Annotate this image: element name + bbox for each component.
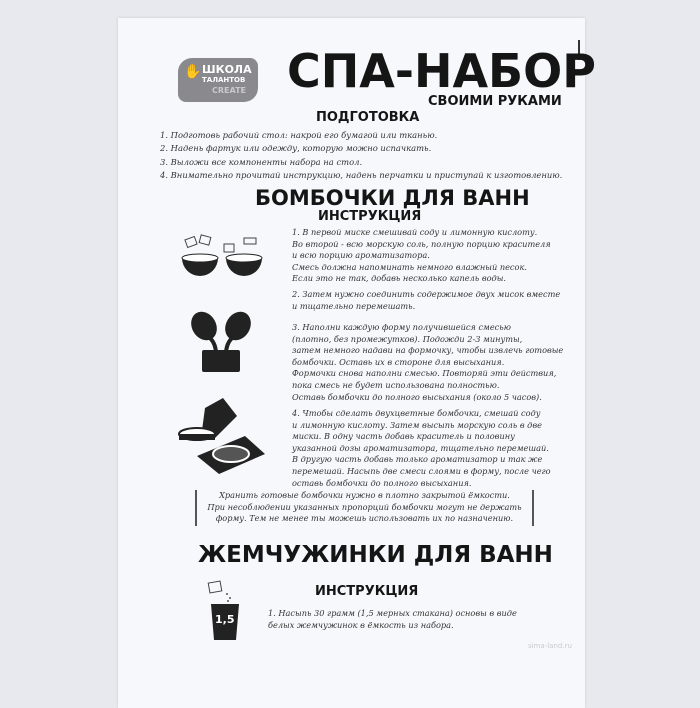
step-line: Во второй - всю морскую соль, полную порцию красителя (292, 238, 551, 249)
step-line: оставь бомбочки до полного высыхания. (292, 477, 472, 488)
bombs-instruction-heading: ИНСТРУКЦИЯ (318, 209, 422, 224)
logo-text: ШКОЛА (202, 63, 252, 76)
preparation-list (160, 129, 562, 183)
bombs-step-1 (292, 227, 551, 285)
step-line: затем немного надави на формочку, чтобы извлечь готовые (292, 345, 564, 356)
note-line: При несоблюдении указанных пропорций бомбочки могут не держать (207, 501, 522, 512)
mold-illustration (175, 398, 267, 476)
step-line: (плотно, без промежутков). Подожди 2-3 минуты, (292, 333, 523, 344)
step-line: указанной дозы ароматизатора, тщательно перемешай. (292, 442, 549, 453)
step-line: и лимонную кислоту. Затем высыпь морскую соль в две (292, 419, 542, 430)
list-item: 2. Надень фартук или одежду, которую можно испачкать. (160, 143, 432, 154)
pearls-step-1 (268, 608, 517, 631)
list-item: 4. Внимательно прочитай инструкцию, надень перчатки и приступай к изготовлению. (160, 170, 563, 181)
measuring-cup-illustration (205, 580, 245, 642)
pearls-instruction-heading: ИНСТРУКЦИЯ (315, 584, 419, 599)
list-item: 3. Выложи все компоненты набора на стол. (160, 156, 363, 167)
step-line: 1. Насыпь 30 грамм (1,5 мерных стакана) основы в виде (268, 608, 517, 618)
logo-text: CREATE (212, 86, 246, 95)
logo (178, 58, 258, 102)
step-line: и всю порцию ароматизатора. (292, 250, 430, 261)
page-subtitle: СВОИМИ РУКАМИ (428, 94, 562, 109)
bombs-heading: БОМБОЧКИ ДЛЯ ВАНН (255, 186, 530, 210)
bowls-illustration (178, 234, 268, 284)
bombs-step-2 (292, 289, 560, 312)
step-line: 3. Наполни каждую форму получившейся смесью (292, 322, 511, 332)
step-line: бомбочки. Оставь их в стороне для высыхания. (292, 356, 505, 367)
note-line: форму. Тем не менее ты можешь использовать их по назначению. (215, 513, 514, 523)
step-line: 4. Чтобы сделать двухцветные бомбочки, смешай соду (292, 408, 541, 418)
preparation-heading: ПОДГОТОВКА (316, 110, 420, 125)
step-line: 2. Затем нужно соединить содержимое двух мисок вместе (292, 289, 561, 299)
bombs-step-4 (292, 408, 551, 489)
step-line: белых жемчужинок в ёмкость из набора. (268, 619, 454, 630)
step-line: Смесь должна напоминать немного влажный песок. (292, 261, 527, 272)
storage-note (195, 490, 534, 526)
hand-icon: ✋ (184, 64, 202, 80)
logo-text: ТАЛАНТОВ (202, 76, 246, 84)
step-line: В другую часть добавь только ароматизатор и так же (292, 454, 543, 465)
step-line: Оставь бомбочки до полного высыхания (около 5 часов). (292, 391, 542, 402)
cup-label: 1,5 (215, 613, 235, 626)
step-line: 1. В первой миске смешивай соду и лимонную кислоту. (292, 227, 538, 237)
step-line: Формочки снова наполни смесью. Повторяй эти действия, (292, 368, 557, 379)
page-title: СПА-НАБОР (287, 44, 596, 98)
step-line: пока смесь не будет использована полностью. (292, 379, 500, 390)
bombs-step-3 (292, 322, 563, 403)
pouring-mold-illustration (186, 310, 256, 376)
step-line: Если это не так, добавь несколько капель воды. (292, 273, 506, 284)
step-line: миски. В одну часть добавь краситель и половину (292, 431, 515, 442)
note-line: Хранить готовые бомбочки нужно в плотно закрытой ёмкости. (219, 490, 510, 500)
step-line: и тщательно перемешать. (292, 300, 416, 311)
pearls-heading: ЖЕМЧУЖИНКИ ДЛЯ ВАНН (198, 542, 553, 568)
watermark: sima-land.ru (528, 642, 572, 650)
step-line: перемешай. Насыпь две смеси слоями в форму, после чего (292, 465, 551, 476)
list-item: 1. Подготовь рабочий стол: накрой его бумагой или тканью. (160, 130, 438, 140)
